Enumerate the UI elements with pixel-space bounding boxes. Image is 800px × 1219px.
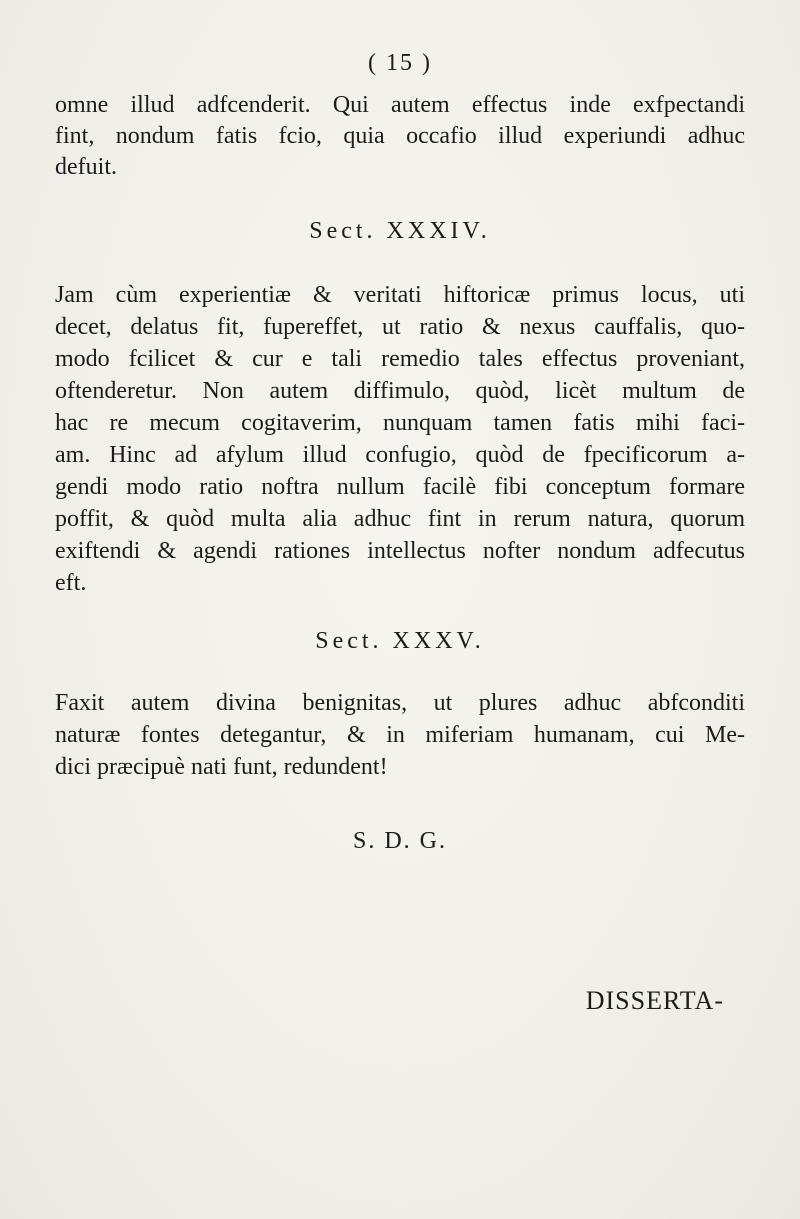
paragraph-2-line: poffit, & quòd multa alia adhuc fint in rerum natura, quorum (55, 506, 745, 532)
paragraph-2-line: decet, delatus fit, fupereffet, ut ratio & nexus cauffalis, quo- (55, 314, 745, 340)
paragraph-2-line: oftenderetur. Non autem diffimulo, quòd, licèt multum de (55, 378, 745, 404)
paragraph-2-line: gendi modo ratio noftra nullum facilè fibi conceptum formare (55, 474, 745, 500)
catchword: DISSERTA- (585, 986, 724, 1015)
closing-signature: S. D. G. (352, 828, 447, 854)
paragraph-2-line: modo fcilicet & cur e tali remedio tales effectus proveniant, (55, 346, 745, 372)
paragraph-2-line: exiftendi & agendi rationes intellectus nofter nondum adfecutus (55, 538, 745, 564)
section-heading-35: Sect. XXXV. (315, 628, 485, 654)
paragraph-1-line: omne illud adfcenderit. Qui autem effectus inde exfpectandi (55, 92, 745, 118)
section-heading-34: Sect. XXXIV. (309, 218, 491, 244)
paragraph-3-line: naturæ fontes detegantur, & in miferiam humanam, cui Me- (55, 722, 745, 748)
paragraph-1-line: defuit. (55, 154, 117, 180)
paragraph-2-line: Jam cùm experientiæ & veritati hiftoricæ primus locus, uti (55, 282, 745, 308)
paragraph-2-line: hac re mecum cogitaverim, nunquam tamen fatis mihi faci- (55, 410, 745, 436)
paragraph-2-line: am. Hinc ad afylum illud confugio, quòd de fpecificorum a- (55, 442, 745, 468)
paragraph-2-line: eft. (55, 570, 87, 596)
paragraph-3-line: Faxit autem divina benignitas, ut plures adhuc abfconditi (55, 690, 745, 716)
page-number: ( 15 ) (368, 50, 432, 76)
paragraph-3-line: dici præcipuè nati funt, redundent! (55, 754, 388, 780)
paragraph-1-line: fint, nondum fatis fcio, quia occafio illud experiundi adhuc (55, 123, 745, 149)
